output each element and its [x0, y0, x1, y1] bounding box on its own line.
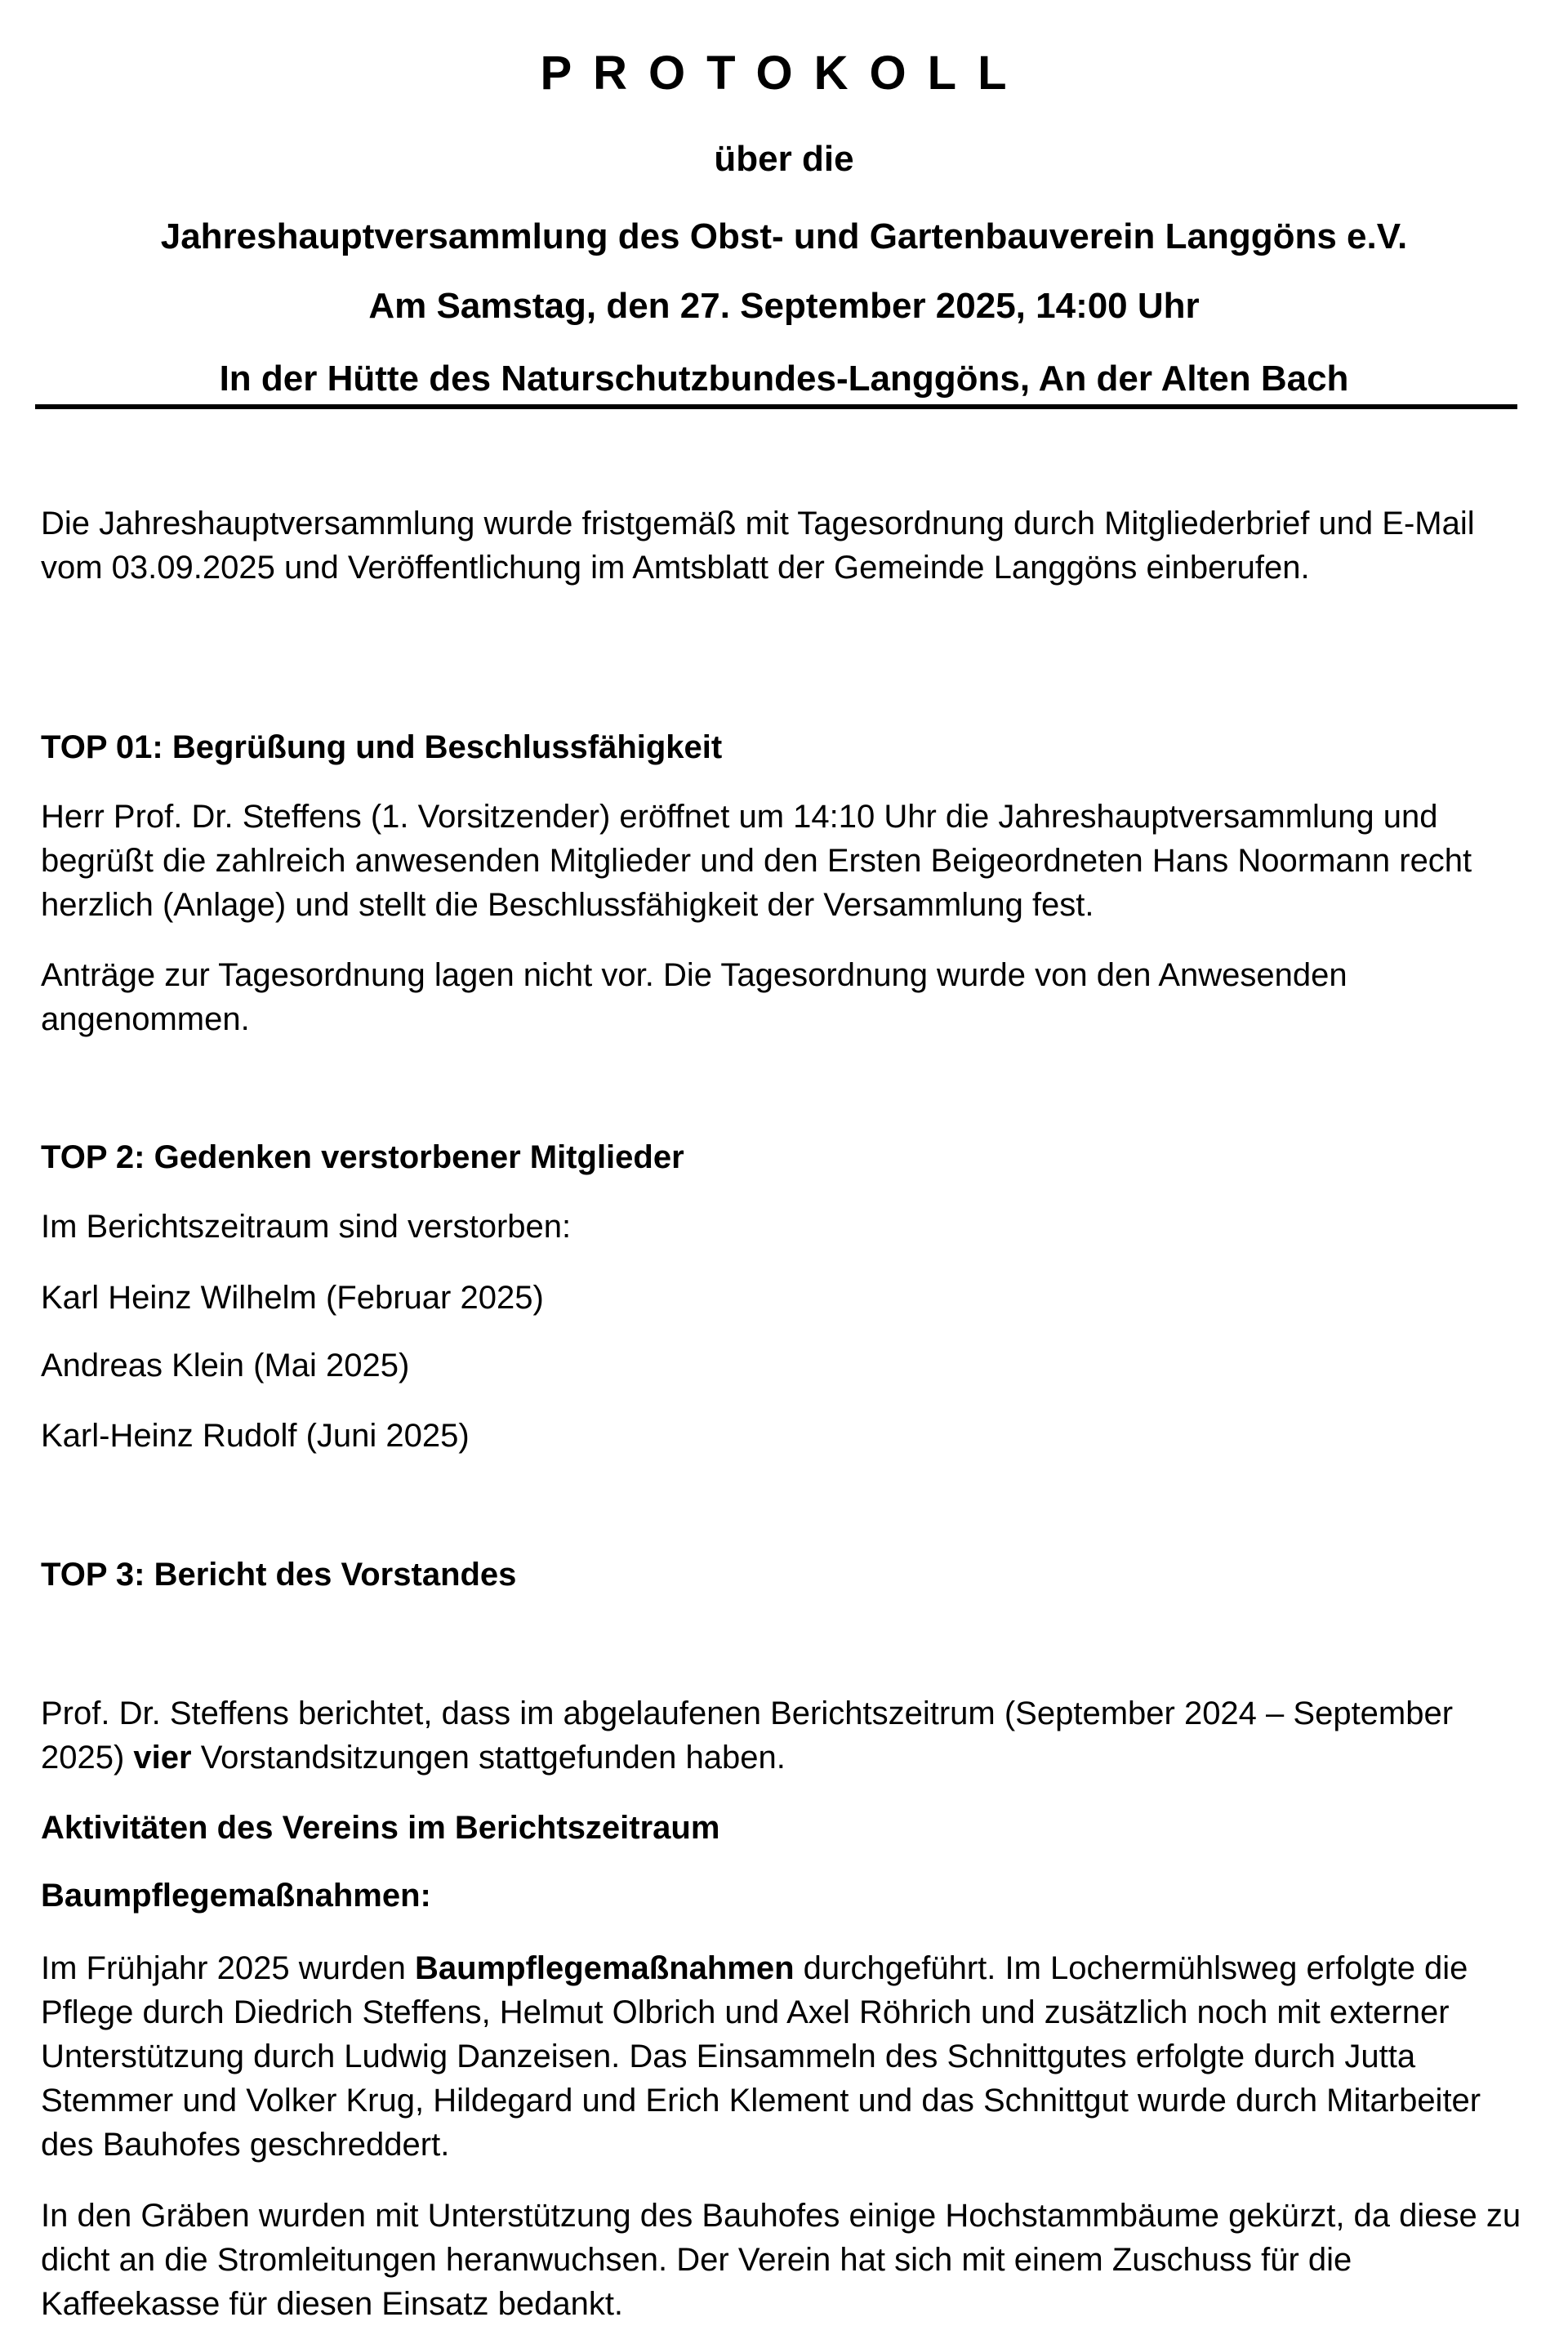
bold-text: vier [133, 1740, 192, 1776]
intro-paragraph: Die Jahreshauptversammlung wurde fristgemäß mit Tagesordnung durch Mitgliederbrief und E-Mail vom 03.09.2025 und Veröffentlichung im Amtsblatt der Gemeinde Langgöns einberufen. [41, 506, 1475, 586]
top1-paragraph-1: Herr Prof. Dr. Steffens (1. Vorsitzender) eröffnet um 14:10 Uhr die Jahreshauptversammlung und begrüßt die zahlreich anwesenden Mitglieder und den Ersten Beigeordneten Hans Noormann recht herzlich (Anlage) und stellt die Beschlussfähigkeit der Versammlung fest. [41, 799, 1472, 923]
activities-subheading: Aktivitäten des Vereins im Berichtszeitraum [41, 1810, 720, 1846]
text: Prof. Dr. Steffens berichtet, dass im abgelaufenen Berichtszeitrum (September 2024 – September 2025) [41, 1695, 1454, 1776]
deceased-member: Andreas Klein (Mai 2025) [41, 1348, 410, 1384]
ditches-paragraph: In den Gräben wurden mit Unterstützung des Bauhofes einige Hochstammbäume gekürzt, da diese zu dicht an die Stromleitungen heranwuchsen. Der Verein hat sich mit einem Zuschuss für die Kaffeekasse für diesen Einsatz bedankt. [41, 2198, 1521, 2322]
deceased-member: Karl-Heinz Rudolf (Juni 2025) [41, 1418, 470, 1454]
subtitle-assembly: Jahreshauptversammlung des Obst- und Gartenbauverein Langgöns e.V. [160, 216, 1408, 256]
top3-heading: TOP 3: Bericht des Vorstandes [41, 1557, 517, 1593]
top1-heading: TOP 01: Begrüßung und Beschlussfähigkeit [41, 729, 723, 765]
tree-care-paragraph [41, 1946, 1535, 2167]
top3-paragraph-1 [41, 1691, 1535, 1780]
text: durchgeführt. Im Lochermühlsweg erfolgte die Pflege durch Diedrich Steffens, Helmut Olbrich und Axel Röhrich und zusätzlich noch mit externer Unterstützung durch Ludwig Danzeisen. Das Einsammeln des Schnittgutes erfolgte durch Jutta Stemmer und Volker Krug, Hildegard und Erich Klement und das Schnittgut wurde durch Mitarbeiter des Bauhofes geschreddert. [41, 1950, 1481, 2163]
header-divider [35, 404, 1517, 409]
deceased-member: Karl Heinz Wilhelm (Februar 2025) [41, 1280, 544, 1316]
document-title: PROTOKOLL [540, 47, 1028, 100]
subtitle-ueber: über die [714, 139, 854, 179]
subtitle-date: Am Samstag, den 27. September 2025, 14:00 Uhr [368, 286, 1200, 326]
bold-text: Baumpflegemaßnahmen [415, 1950, 795, 1986]
text: Im Frühjahr 2025 wurden [41, 1950, 416, 1986]
top2-intro: Im Berichtszeitraum sind verstorben: [41, 1209, 572, 1245]
subtitle-location: In der Hütte des Naturschutzbundes-Langgöns, An der Alten Bach [219, 359, 1349, 399]
text: Vorstandsitzungen stattgefunden haben. [191, 1740, 786, 1776]
top2-heading: TOP 2: Gedenken verstorbener Mitglieder [41, 1139, 684, 1175]
top1-paragraph-2: Anträge zur Tagesordnung lagen nicht vor. Die Tagesordnung wurde von den Anwesenden angenommen. [41, 957, 1348, 1037]
tree-care-subheading: Baumpflegemaßnahmen: [41, 1878, 431, 1914]
